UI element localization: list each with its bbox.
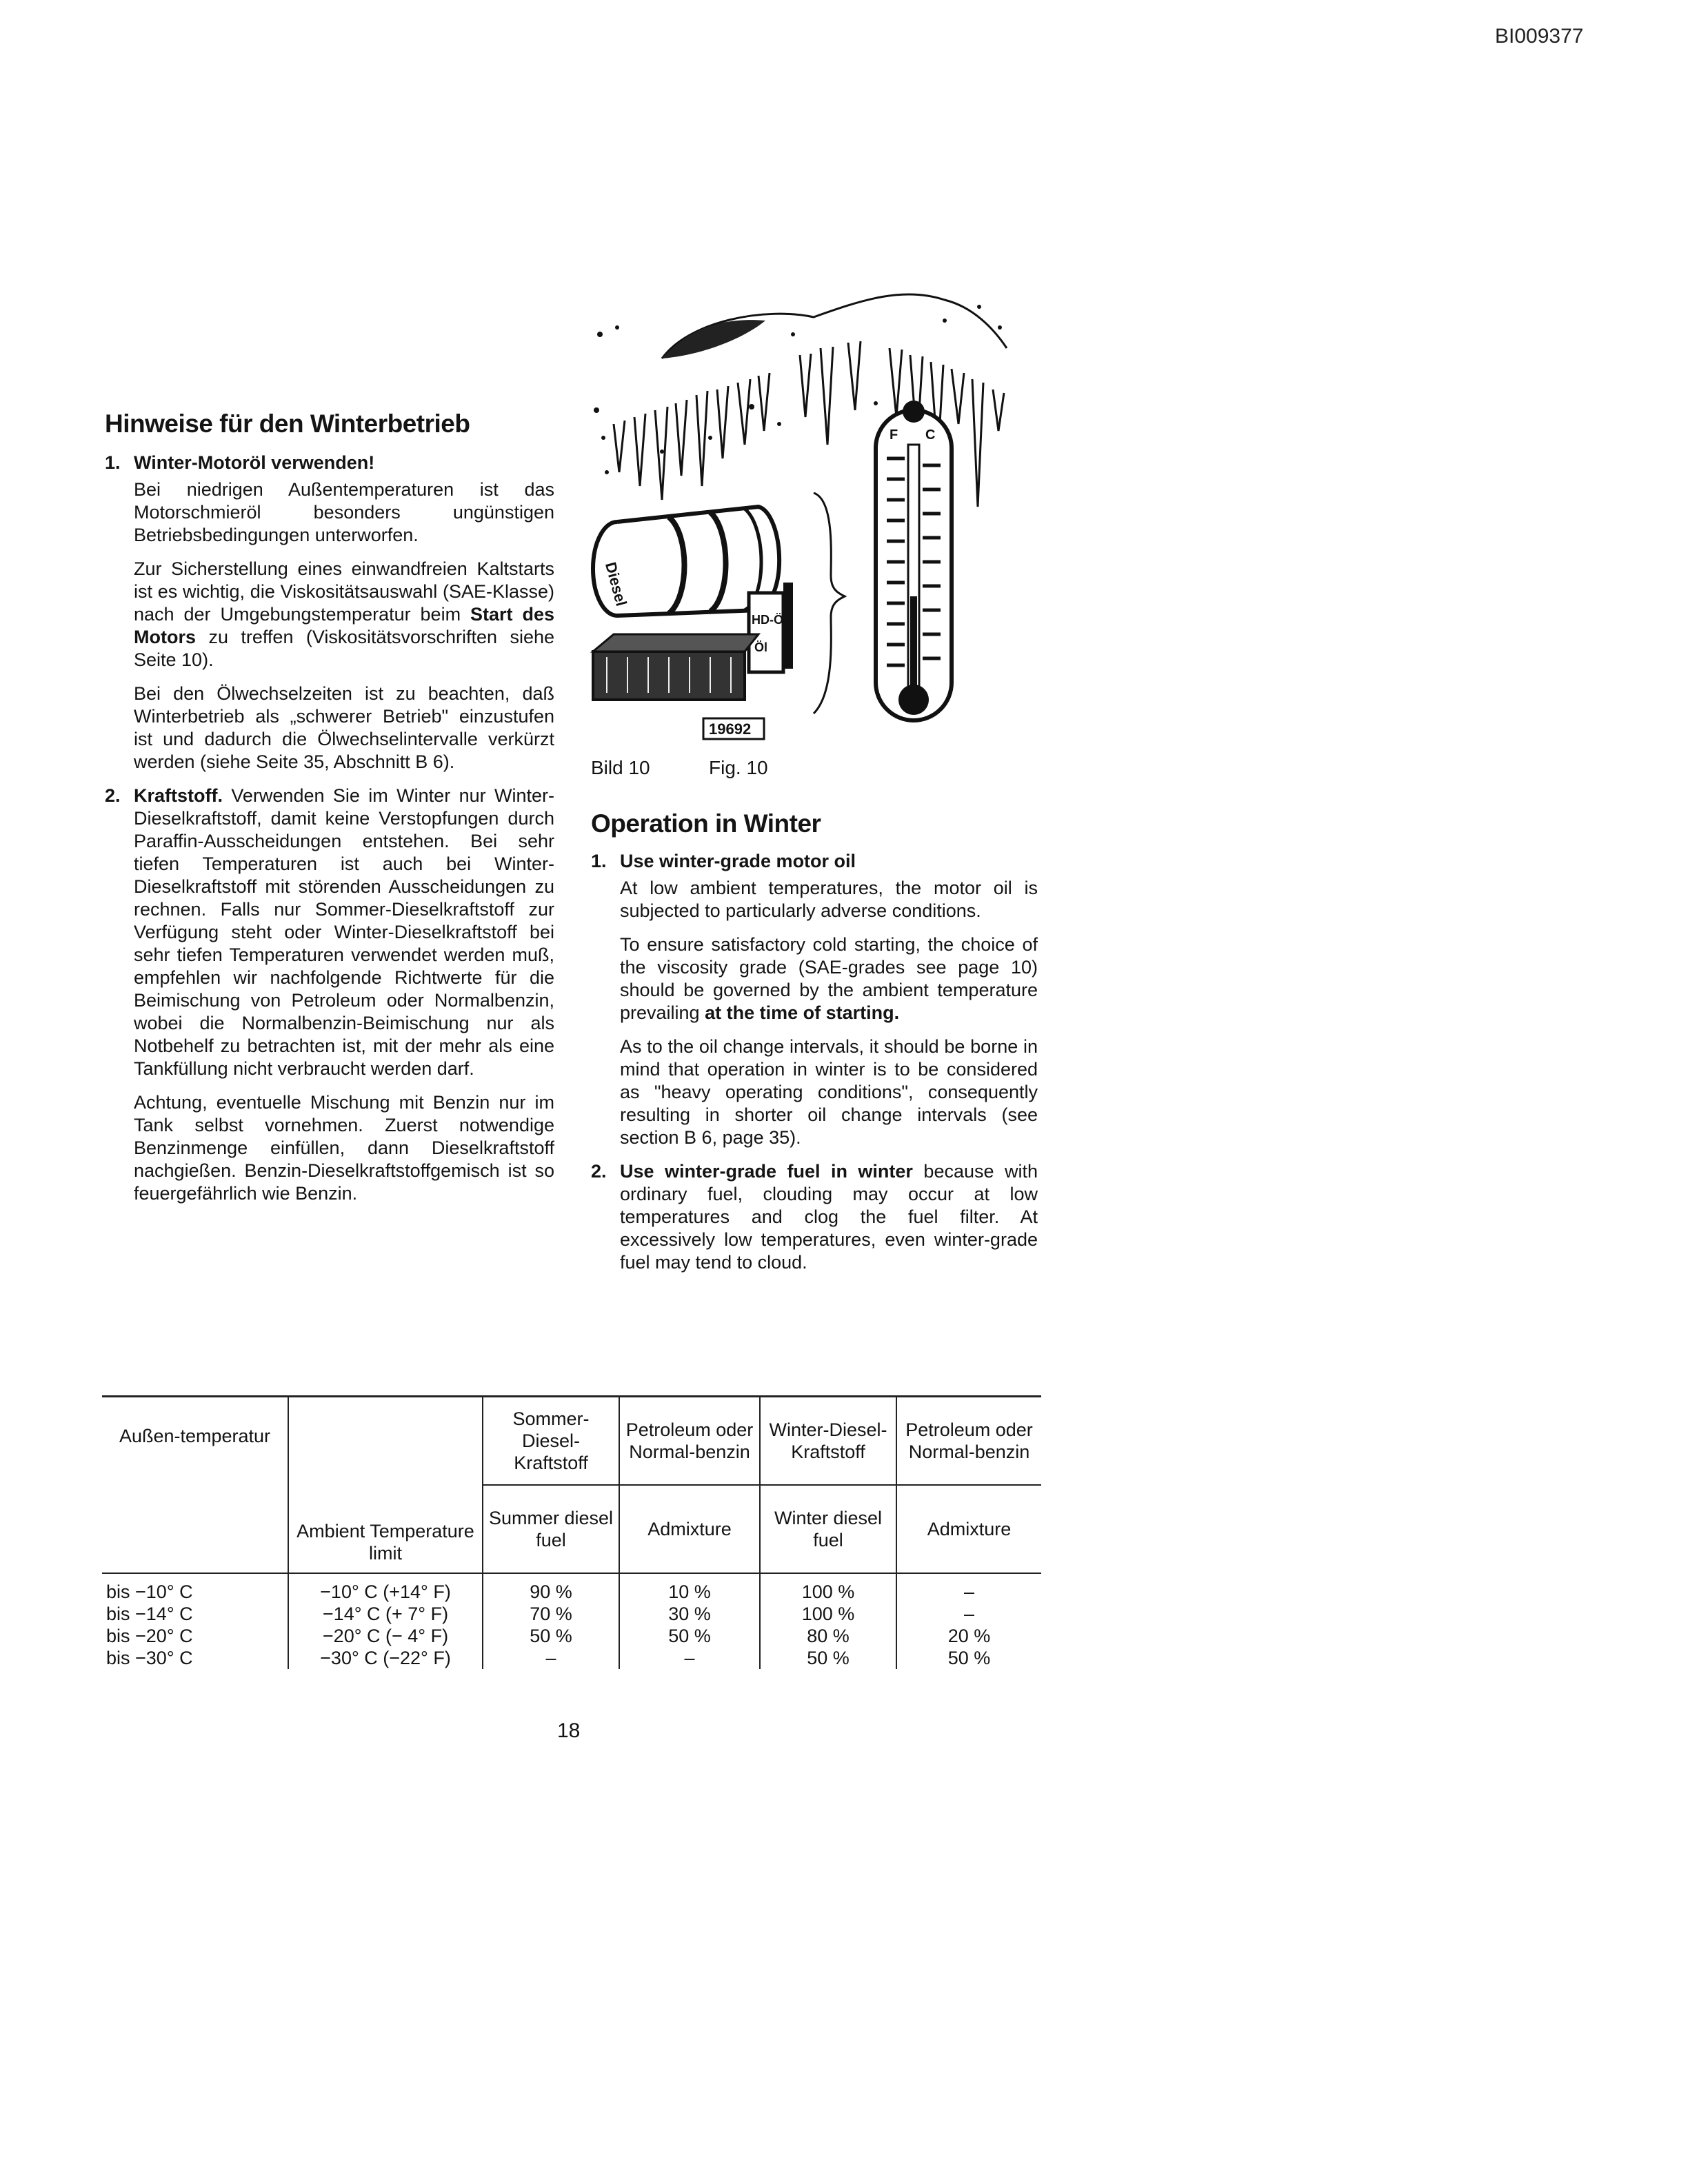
figure-code: 19692 — [709, 720, 752, 738]
cell-winter-diesel: 100 % — [760, 1603, 896, 1625]
header-winter-diesel-en: Winter diesel fuel — [760, 1485, 896, 1573]
cell-de-temp: bis −30° C — [106, 1647, 193, 1668]
cell-summer-diesel: 90 % — [483, 1573, 619, 1603]
cell-admixture-2: – — [896, 1603, 1041, 1625]
left-s2-title: Kraftstoff. — [134, 785, 223, 806]
right-s2-number: 2. — [591, 1161, 607, 1182]
drum-label: Diesel — [601, 560, 630, 608]
cell-admixture-2: 20 % — [896, 1625, 1041, 1647]
left-s1-p2-text-a: Zur Sicherstellung eines einwandfreien Kaltstarts ist es wichtig, die Viskositätsauswahl (SAE-Klasse) nach der Umgebungstemperatur beim — [134, 558, 554, 625]
right-s2-title: Use winter-grade fuel in winter — [620, 1161, 913, 1182]
figure-caption-en: Fig. 10 — [709, 757, 768, 778]
left-s1-paragraph-3: Bei den Ölwechselzeiten ist zu beachten, daß Winterbetrieb als „schwerer Betrieb" einzustufen ist und dadurch die Ölwechselintervalle verkürzt werden (siehe Seite 35, Abschnitt B 6). — [134, 683, 554, 772]
left-heading: Hinweise für den Winterbetrieb — [105, 410, 470, 438]
left-s1-paragraph-1: Bei niedrigen Außentemperaturen ist das Motorschmieröl besonders ungünstigen Betriebsbedingungen unterworfen. — [134, 479, 554, 545]
left-s1-title: Winter-Motoröl verwenden! — [134, 452, 375, 473]
cell-summer-diesel: 70 % — [483, 1603, 619, 1625]
left-s2-paragraph-2: Achtung, eventuelle Mischung mit Benzin nur im Tank selbst vornehmen. Zuerst notwendige Benzinmenge einfüllen, dann Dieselkraftstoff nachgießen. Benzin-Dieselkraftstoffgemisch ist so feuergefährlich wie Benzin. — [134, 1092, 554, 1204]
table-row — [102, 1625, 1041, 1647]
fuel-mixture-table — [102, 1395, 1041, 1669]
right-s1-p2-bold: at the time of starting. — [705, 1002, 900, 1023]
can-label-2: Öl — [754, 640, 768, 654]
cell-de-temp: bis −20° C — [106, 1625, 193, 1646]
document-id: BI009377 — [1495, 25, 1584, 48]
cell-en-temp: −10° C (+14° F) — [288, 1573, 483, 1603]
cell-summer-diesel: – — [483, 1647, 619, 1669]
cell-admixture-1: – — [619, 1647, 760, 1669]
right-s1-paragraph-2 — [620, 933, 1038, 1024]
right-section-2 — [591, 1160, 1038, 1285]
table-row — [102, 1647, 1041, 1669]
header-winter-diesel: Winter-Diesel-Kraftstoff — [760, 1397, 896, 1485]
cell-de-temp: bis −10° C — [106, 1581, 193, 1602]
left-s2-p1-text: Verwenden Sie im Winter nur Winter-Dieselkraftstoff, damit keine Verstopfungen durch Paraffin-Ausscheidungen entstehen. Bei sehr tiefen Temperaturen ist auch bei Winter-Dieselkraftstoff mit störenden Ausscheidungen zu rechnen. Falls nur Sommer-Dieselkraftstoff zur Verfügung steht oder Winter-Dieselkraftstoff bei sehr tiefen Temperaturen verwendet werden muß, empfehlen wir nachfolgende Richtwerte für die Beimischung von Petroleum oder Normalbenzin, wobei die Normalbenzin-Beimischung nur als Notbehelf zu betrachten ist, mit der mehr als eine Tankfüllung nicht verbraucht werden darf. — [134, 785, 554, 1079]
right-s1-p2-text-a: To ensure satisfactory cold starting, the choice of the viscosity grade (SAE-grades see page 10) should be governed by the ambient temperature prevailing — [620, 934, 1038, 1023]
right-s1-title: Use winter-grade motor oil — [620, 851, 856, 871]
left-s1-p2-text-c: zu treffen (Viskositätsvorschriften siehe Seite 10). — [134, 627, 554, 670]
table-row — [102, 1603, 1041, 1625]
left-section-2 — [105, 785, 554, 1216]
cell-admixture-1: 30 % — [619, 1603, 760, 1625]
right-s2-p1-text: because with ordinary fuel, clouding may occur at low temperatures and clog the fuel filter. At excessively low temperatures, even winter-grade fuel may tend to cloud. — [620, 1161, 1038, 1273]
figure-winter-illustration — [586, 279, 1027, 755]
cell-admixture-2: 50 % — [896, 1647, 1041, 1669]
left-section-1-title — [105, 452, 554, 474]
battery-icon — [593, 634, 758, 700]
cell-en-temp: −20° C (− 4° F) — [288, 1625, 483, 1647]
cell-admixture-1: 50 % — [619, 1625, 760, 1647]
oil-can-icon — [749, 583, 793, 672]
right-s1-paragraph-3: As to the oil change intervals, it should be borne in mind that operation in winter is to be considered as "heavy operating conditions", consequently resulting in shorter oil change intervals (see section B 6, page 35). — [620, 1036, 1038, 1148]
cell-winter-diesel: 80 % — [760, 1625, 896, 1647]
snow-pile-icon — [662, 320, 765, 358]
right-s2-paragraph-1 — [620, 1160, 1038, 1274]
winter-illustration-svg — [586, 279, 1027, 755]
header-admixture-1: Admixture — [619, 1485, 760, 1573]
cell-en-temp: −30° C (−22° F) — [288, 1647, 483, 1669]
brace-icon — [814, 493, 845, 714]
table-row — [102, 1573, 1041, 1603]
page-number: 18 — [557, 1719, 581, 1742]
header-summer-diesel-en: Summer diesel fuel — [483, 1485, 619, 1573]
left-s2-number: 2. — [105, 785, 121, 806]
right-s1-paragraph-1: At low ambient temperatures, the motor oil is subjected to particularly adverse conditions. — [620, 878, 1038, 921]
right-column — [591, 809, 1038, 1289]
cell-de-temp: bis −14° C — [106, 1603, 193, 1624]
cell-admixture-2: – — [896, 1573, 1041, 1603]
figure-caption-de: Bild 10 — [591, 757, 650, 778]
right-section-1-title — [591, 850, 1038, 873]
right-s1-number: 1. — [591, 851, 607, 871]
can-label-1: HD-Ö — [752, 613, 783, 627]
cell-winter-diesel: 100 % — [760, 1573, 896, 1603]
header-ambient-temperature: Ambient Temperature limit — [288, 1397, 483, 1573]
cell-admixture-1: 10 % — [619, 1573, 760, 1603]
header-petroleum-2: Petroleum oder Normal-benzin — [896, 1397, 1041, 1485]
header-aussentemperatur: Außen-temperatur — [102, 1397, 288, 1573]
thermometer-c-label: C — [925, 427, 936, 443]
cell-summer-diesel: 50 % — [483, 1625, 619, 1647]
header-petroleum-1: Petroleum oder Normal-benzin — [619, 1397, 760, 1485]
left-column — [105, 412, 554, 1216]
cell-en-temp: −14° C (+ 7° F) — [288, 1603, 483, 1625]
left-s2-paragraph-1 — [134, 785, 554, 1080]
right-heading: Operation in Winter — [591, 809, 821, 838]
left-s1-paragraph-2 — [134, 558, 554, 671]
thermometer-f-label: F — [890, 427, 898, 443]
left-s1-p2-bold: Start des Motors — [134, 604, 554, 647]
header-admixture-2: Admixture — [896, 1485, 1041, 1573]
cell-winter-diesel: 50 % — [760, 1647, 896, 1669]
left-s1-number: 1. — [105, 452, 121, 473]
header-sommer-diesel: Sommer-Diesel-Kraftstoff — [483, 1397, 619, 1485]
thermometer-icon — [876, 401, 952, 720]
